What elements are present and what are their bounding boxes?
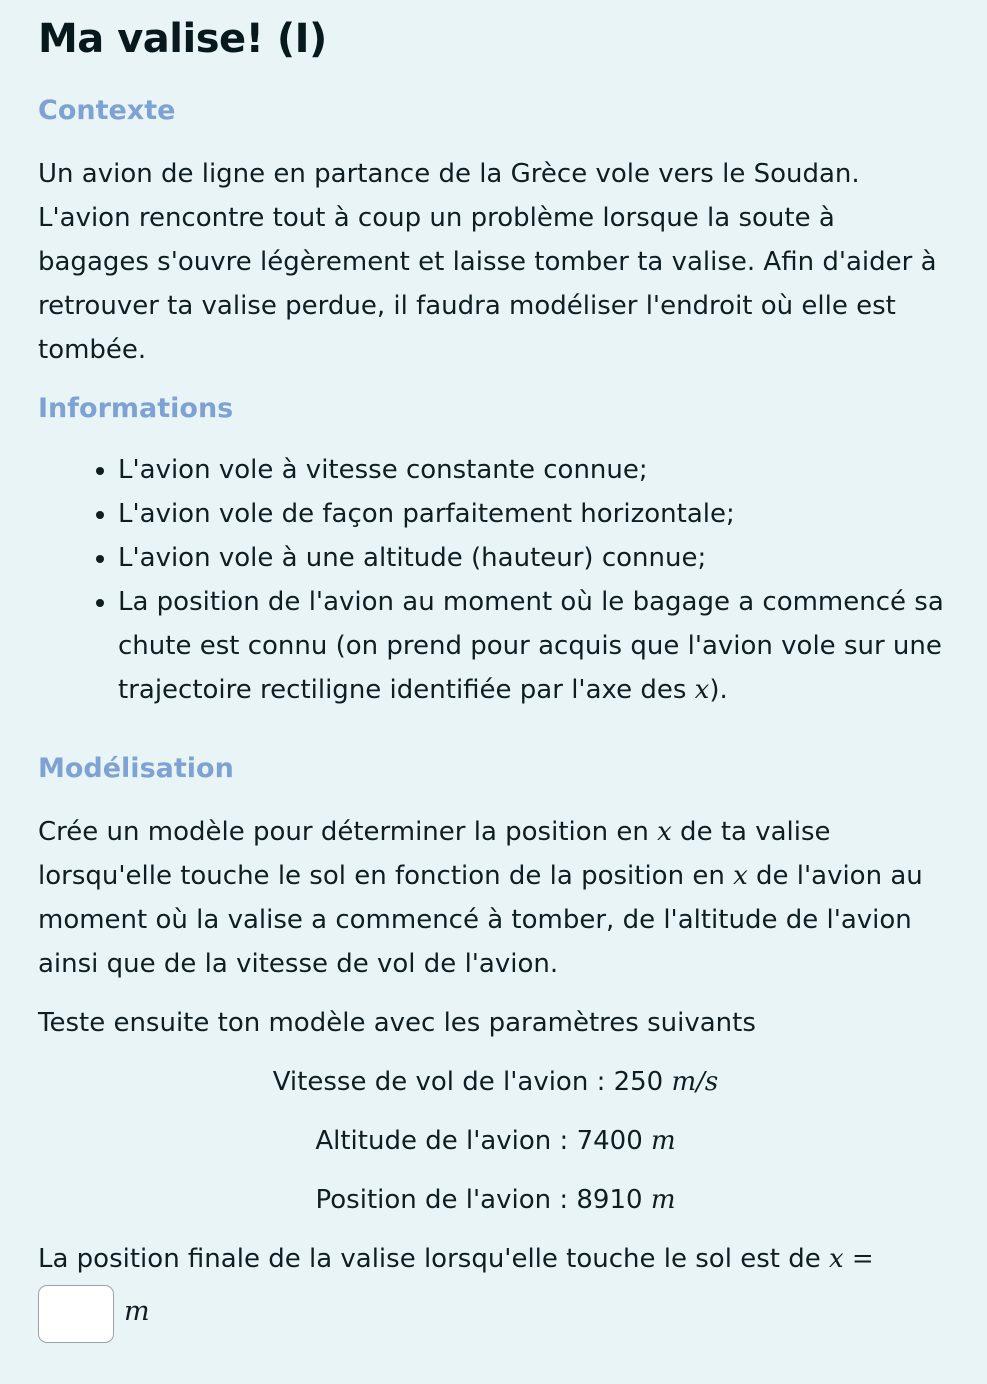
information-item-text-end: ).: [709, 675, 728, 705]
math-variable-x: x: [694, 675, 710, 705]
param-position-label: Position de l'avion : 8910: [315, 1185, 651, 1215]
final-question-text: La position finale de la valise lorsqu'elle touche le sol est de: [38, 1244, 829, 1274]
math-variable-x: x: [733, 861, 748, 891]
param-position: [38, 1178, 953, 1222]
information-item: [118, 580, 953, 712]
modeling-text-c: de l'avion au moment où la valise a commencé à tomber, de l'altitude de l'avion ainsi que de la vitesse de vol de l'avion.: [38, 861, 923, 979]
context-paragraph: Un avion de ligne en partance de la Grèce vole vers le Soudan. L'avion rencontre tout à coup un problème lorsque la soute à bagages s'ouvre légèrement et laisse tomber ta valise. Afin d'aider à retrouver ta valise perdue, il faudra modéliser l'endroit où elle est tombée.: [38, 159, 937, 365]
modeling-paragraph: [38, 810, 953, 986]
param-altitude: [38, 1119, 953, 1163]
modeling-heading: Modélisation: [38, 753, 234, 784]
information-heading: Informations: [38, 393, 234, 424]
answer-row: [38, 1285, 953, 1343]
test-instruction: Teste ensuite ton modèle avec les paramètres suivants: [38, 1008, 756, 1038]
context-heading: Contexte: [38, 95, 176, 126]
information-item: • L'avion vole à vitesse constante connue;: [118, 448, 953, 492]
math-variable-x: x: [657, 817, 672, 847]
answer-unit: m: [124, 1295, 150, 1327]
param-position-unit: m: [650, 1185, 676, 1215]
information-item: • L'avion vole à une altitude (hauteur) connue;: [118, 536, 953, 580]
final-math-expression: x =: [828, 1244, 874, 1274]
param-speed-unit: m/s: [671, 1067, 719, 1097]
information-item-text: La position de l'avion au moment où le bagage a commencé sa chute est connu (on prend pour acquis que l'avion vole sur une trajectoire rectiligne identifiée par l'axe des: [118, 587, 944, 705]
param-altitude-label: Altitude de l'avion : 7400: [315, 1126, 651, 1156]
modeling-text-b: de ta valise lorsqu'elle touche le sol en fonction de la position en: [38, 817, 831, 891]
information-item: • L'avion vole de façon parfaitement horizontale;: [118, 492, 953, 536]
param-speed-label: Vitesse de vol de l'avion : 250: [272, 1067, 672, 1097]
answer-input[interactable]: [38, 1285, 114, 1343]
param-speed: [38, 1060, 953, 1104]
modeling-text-a: Crée un modèle pour déterminer la position en: [38, 817, 658, 847]
page-title: Ma valise! (I): [38, 16, 327, 62]
param-altitude-unit: m: [651, 1126, 676, 1156]
information-list: [38, 448, 953, 712]
final-question: [38, 1237, 953, 1281]
